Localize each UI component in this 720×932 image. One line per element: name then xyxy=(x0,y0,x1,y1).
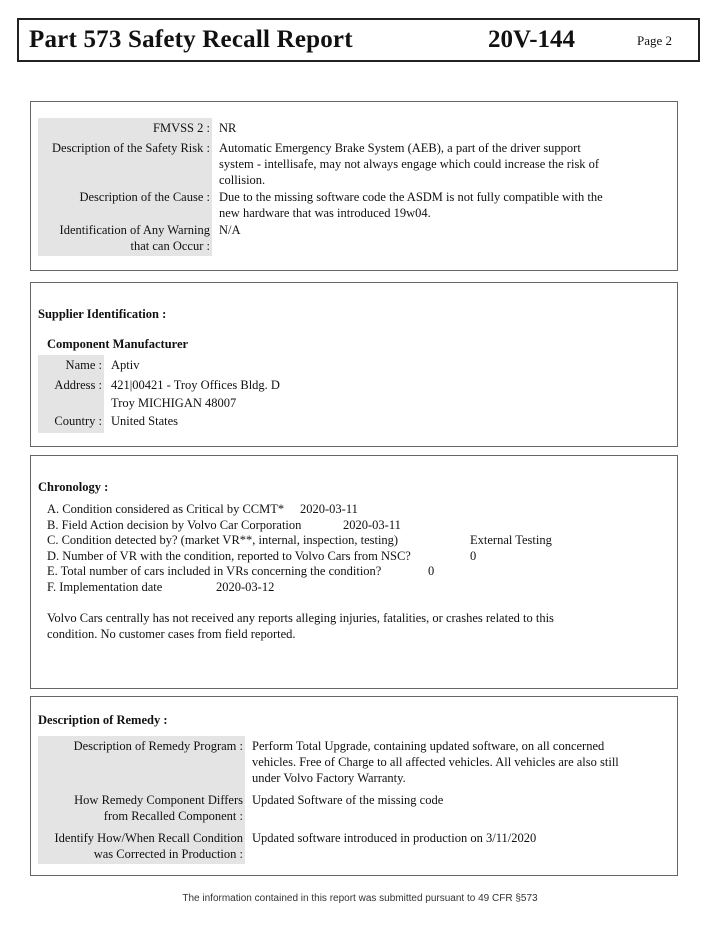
report-header xyxy=(17,18,700,62)
fmvss-label: FMVSS 2 : xyxy=(153,121,210,135)
remedy-program-line: Perform Total Upgrade, containing updated software, on all concerned xyxy=(252,739,605,753)
chronology-item-value: 2020-03-11 xyxy=(343,518,401,532)
country-label: Country : xyxy=(54,414,102,428)
address-label: Address : xyxy=(54,378,102,392)
remedy-program-line: under Volvo Factory Warranty. xyxy=(252,771,406,785)
remedy-program-line: vehicles. Free of Charge to all affected vehicles. All vehicles are also still xyxy=(252,755,619,769)
warning-label: Identification of Any Warning xyxy=(59,223,210,237)
page-number: Page 2 xyxy=(637,33,673,48)
risk-line: system - intellisafe, may not always engage which could increase the risk of xyxy=(219,157,600,171)
address-line: 421|00421 - Troy Offices Bldg. D xyxy=(111,378,280,392)
safety-risk-section xyxy=(30,101,678,271)
warning-value: N/A xyxy=(219,223,241,237)
remedy-identify-label: Identify How/When Recall Condition xyxy=(54,831,243,845)
country-value: United States xyxy=(111,414,179,428)
risk-line: Automatic Emergency Brake System (AEB), a part of the driver support xyxy=(219,141,581,155)
chronology-item: C. Condition detected by? (market VR**, internal, inspection, testing) xyxy=(47,533,399,547)
remedy-program-label: Description of Remedy Program : xyxy=(73,739,243,753)
remedy-differs-label: from Recalled Component : xyxy=(103,809,243,823)
cause-line: new hardware that was introduced 19w04. xyxy=(219,206,431,220)
cause-line: Due to the missing software code the ASDM is not fully compatible with the xyxy=(219,190,603,204)
chronology-section xyxy=(30,455,678,689)
remedy-section-title: Description of Remedy : xyxy=(38,713,168,727)
supplier-section-title: Supplier Identification : xyxy=(38,307,167,321)
chronology-item: F. Implementation date xyxy=(47,580,163,594)
fmvss-value: NR xyxy=(219,121,237,135)
name-value: Aptiv xyxy=(111,358,140,372)
remedy-differs-value: Updated Software of the missing code xyxy=(252,793,444,807)
footer-note: The information contained in this report was submitted pursuant to 49 CFR §573 xyxy=(182,893,538,904)
recall-id: 20V-144 xyxy=(488,26,576,53)
chronology-item-value: 0 xyxy=(428,564,435,578)
remedy-identify-label: was Corrected in Production : xyxy=(93,847,243,861)
chronology-item: B. Field Action decision by Volvo Car Corporation xyxy=(47,518,302,532)
risk-label: Description of the Safety Risk : xyxy=(52,141,210,155)
chronology-item: E. Total number of cars included in VRs concerning the condition? xyxy=(47,564,382,578)
name-label: Name : xyxy=(65,358,102,372)
chronology-note: condition. No customer cases from field reported. xyxy=(47,627,296,641)
cause-label: Description of the Cause : xyxy=(79,190,210,204)
chronology-item: D. Number of VR with the condition, reported to Volvo Cars from NSC? xyxy=(47,549,411,563)
address-line: Troy MICHIGAN 48007 xyxy=(111,396,237,410)
remedy-differs-label: How Remedy Component Differs xyxy=(74,793,243,807)
chronology-item-value: 2020-03-11 xyxy=(300,502,358,516)
report-title: Part 573 Safety Recall Report xyxy=(29,26,353,53)
remedy-section xyxy=(30,696,678,876)
component-manufacturer-title: Component Manufacturer xyxy=(47,337,189,351)
risk-line: collision. xyxy=(219,173,266,187)
chronology-item-value: 0 xyxy=(470,549,477,563)
chronology-section-title: Chronology : xyxy=(38,480,109,494)
chronology-item-value: 2020-03-12 xyxy=(216,580,275,594)
remedy-identify-value: Updated software introduced in production on 3/11/2020 xyxy=(252,831,537,845)
chronology-item: A. Condition considered as Critical by CCMT* xyxy=(47,502,285,516)
warning-label: that can Occur : xyxy=(130,239,210,253)
supplier-section xyxy=(30,282,678,447)
chronology-item-value: External Testing xyxy=(470,533,552,547)
chronology-note: Volvo Cars centrally has not received any reports alleging injuries, fatalities, or crashes related to this xyxy=(47,611,554,625)
